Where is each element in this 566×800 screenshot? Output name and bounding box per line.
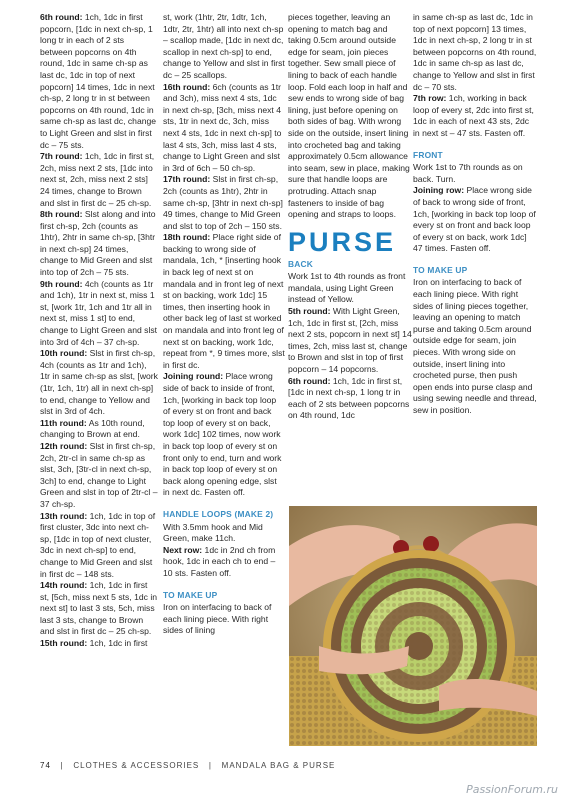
paragraph (163, 12, 285, 82)
paragraph-text: 4ch (counts as 1tr and 1ch), 1tr in next st, miss 1 st, [work 1tr, 1ch and 1tr all in next st, miss 1 st] to end, change to Light Green and slst into 3rd of 4ch – 37 ch-sp. (40, 278, 158, 347)
paragraph (288, 376, 412, 422)
round-label: 17th round: (163, 174, 211, 185)
column-2 (163, 12, 285, 637)
paragraph (413, 277, 537, 416)
handle-loops-heading: HANDLE LOOPS (MAKE 2) (163, 508, 274, 519)
paragraph (163, 371, 285, 499)
paragraph (40, 209, 158, 279)
round-label: 6th round: (40, 12, 83, 22)
paragraph-text: With 3.5mm hook and Mid Green, make 11ch. (163, 521, 263, 544)
paragraph (40, 638, 158, 650)
purse-photo (289, 506, 537, 746)
round-label: Next row: (163, 544, 203, 555)
footer-section: CLOTHES & ACCESSORIES (73, 761, 200, 770)
paragraph (163, 82, 285, 175)
round-label: 7th round: (40, 151, 83, 162)
round-label: 14th round: (40, 580, 88, 591)
page-number: 74 (40, 761, 51, 770)
round-label: 11th round: (40, 417, 87, 428)
paragraph-text: Work 1st to 7th rounds as on back. Turn. (413, 162, 523, 184)
footer-title: MANDALA BAG & PURSE (221, 761, 336, 770)
paragraph-text: 1ch, 1dc in top of first cluster, 3dc into next ch-sp, [1dc in top of next cluster, 3dc in next ch-sp] to end, change to Mid Green and slst in first dc – 148 sts. (40, 510, 156, 579)
paragraph (288, 271, 412, 306)
round-label: 12th round: (40, 440, 88, 451)
to-make-up-heading: TO MAKE UP (163, 589, 218, 600)
paragraph (40, 279, 158, 349)
paragraph-text: 6ch (counts as 1tr and 3ch), miss next 4 sts, 1dc in next ch-sp, [3ch, miss next 4 sts, 1tr in next dc, 3ch, miss next 4 sts, 1dc in next ch-sp] to last 4 sts, 3ch, miss last 4 sts, change to Light Green and slst in 3rd of 6ch – 50 ch-sp. (163, 81, 282, 173)
paragraph-text: With Light Green, 1ch, 1dc in first st, [2ch, miss next 2 sts, popcorn in next st] 14 times, 2ch, miss last st, change to Brown and slst in top of first popcorn – 14 popcorns. (288, 306, 412, 375)
paragraph-text: Iron on interfacing to back of each lining piece. With right sides of lining pieces together, leaving an opening to match purse and taking 0.5cm around outside edge for seam, join pieces. With wrong side on outside, insert lining into crocheted purse, then push open ends into purse clasp and using sewing needle and thread, sew in position. (413, 277, 537, 415)
paragraph-text: Slst along and into first ch-sp, 2ch (counts as 1htr), 2htr in same ch-sp, [3htr in next ch-sp] 24 times, change to Mid Green and slst into top of 2ch – 75 sts. (40, 209, 156, 278)
paragraph (163, 232, 285, 371)
paragraph (163, 174, 285, 232)
round-label: 13th round: (40, 510, 88, 521)
to-make-up-heading-purse: TO MAKE UP (413, 264, 468, 275)
paragraph-text: Place wrong side of back to inside of front, 1ch, [working in back top loop of every st on front and back top loop of every st on back, work 1dc] 102 times, now work in back top loop of every st on front only to end, turn and work in back top loop of every st on back along opening edge, slst in next dc. Fasten off. (163, 371, 282, 498)
paragraph (413, 185, 537, 255)
round-label: 5th round: (288, 306, 331, 317)
paragraph (40, 348, 158, 418)
round-label: 18th round: (163, 232, 211, 243)
paragraph (40, 151, 158, 209)
paragraph (40, 418, 158, 441)
paragraph-text: Iron on interfacing to back of each lining piece. With right sides of lining (163, 602, 272, 636)
paragraph-text: 1ch, 1dc in first st, 2ch, miss next 2 sts, [1dc into next st, 2ch, miss next 2 sts] 24 times, change to Brown and slst in first dc – 25 ch-sp. (40, 151, 155, 208)
paragraph-text: 1ch, working in back loop of every st, 2dc into first st, 1dc in each of next 43 sts, 2dc in next st – 47 sts. Fasten off. (413, 93, 534, 138)
paragraph-text: Slst in first ch-sp, 4ch (counts as 1tr and 1ch), 1tr in same ch-sp as slst, [work (1tr, 1ch, 1tr) all in next ch-sp] to end, change to Yellow and slst in 3rd of 4ch. (40, 348, 158, 417)
round-label: 9th round: (40, 278, 83, 289)
paragraph (40, 12, 158, 151)
column-3 (288, 12, 412, 422)
paragraph-text: As 10th round, changing to Brown at end. (40, 417, 145, 440)
paragraph-text: in same ch-sp as last dc, 1dc in top of next popcorn] 13 times, 1dc in next ch-sp, 2 long tr in st between popcorns on 4th round, 1dc in same ch-sp as last dc, change to Yellow and slst in first dc – 70 sts. (413, 12, 537, 92)
watermark: PassionForum.ru (466, 783, 558, 796)
paragraph-text: st, work (1htr, 2tr, 1dtr, 1ch, 1dtr, 2tr, 1htr) all into next ch-sp – scallop made, [1dc in next dc, scallop in next ch-sp] to end, change to Yellow and slst in first dc – 25 scallops. (163, 12, 285, 80)
round-label: 7th row: (413, 93, 447, 104)
round-label: Joining row: (413, 185, 465, 196)
crochet-purse-image (289, 506, 537, 746)
paragraph-text: Place wrong side of back to wrong side of front, 1ch, [working in back top loop of every st on front and back loop of every st on back, work 1dc] 47 times. Fasten off. (413, 185, 536, 254)
column-4 (413, 12, 537, 417)
paragraph-text: Slst in first ch-sp, 2ch, 2tr-cl in same ch-sp as slst, 3ch, [3tr-cl in next ch-sp, 3ch] to end, change to Light Green and slst in top of 2tr-cl – 37 ch-sp. (40, 440, 158, 509)
paragraph-text: 1ch, 1dc in first popcorn, [1dc in next ch-sp, 1 long tr in each of 2 sts between popcorns on 4th round, 1dc in same ch-sp as last dc, 1dc in top of next popcorn] 14 times, 1dc in next ch-sp, 2 long tr in st between popcorns on 4th round, 1dc in same ch-sp as last dc, change to Light Green and slst in first dc – 75 sts. (40, 12, 157, 150)
paragraph-text: 1dc in 2nd ch from hook, 1dc in each ch to end – 10 sts. Fasten off. (163, 544, 276, 578)
round-label: 10th round: (40, 348, 88, 359)
paragraph (40, 441, 158, 511)
paragraph-text: 1ch, 1dc in first (87, 638, 148, 649)
paragraph (288, 306, 412, 376)
paragraph (413, 12, 537, 93)
paragraph-text: Slst in first ch-sp, 2ch (counts as 1htr), 2htr in same ch-sp, [3htr in next ch-sp] 49 times, change to Mid Green and slst to top of 2ch – 150 sts. (163, 174, 283, 231)
front-heading: FRONT (413, 149, 443, 160)
round-label: 8th round: (40, 209, 83, 220)
paragraph-text: 1ch, 1dc in first st, [5ch, miss next 5 sts, 1dc in next st] to last 3 sts, 5ch, miss last 3 sts, change to Brown and slst in first dc – 25 ch-sp. (40, 580, 158, 637)
paragraph (413, 93, 537, 139)
paragraph (288, 12, 412, 221)
paragraph-text: pieces together, leaving an opening to match bag and taking 0.5cm around outside edge for seam, join pieces together. Sew small piece of lining to back of each handle loop. Fold each loop in half and sew ends to wrong side of bag lining, just before opening on both sides of bag. With wrong side on the outside, insert lining into crocheted bag and taking approximately 0.5cm allowance into seam, sew in place, making sure that handle loops are protruding. Attach snap fasteners to inside of bag opening and straps to loops. (288, 12, 410, 220)
paragraph (40, 580, 158, 638)
paragraph (163, 545, 285, 580)
paragraph (163, 522, 285, 545)
paragraph-text: Work 1st to 4th rounds as front mandala, using Light Green instead of Yellow. (288, 271, 406, 305)
paragraph (163, 602, 285, 637)
round-label: 16th round: (163, 81, 211, 92)
column-1 (40, 12, 158, 650)
page-footer (40, 761, 335, 770)
paragraph-text: 1ch, 1dc in first st, [1dc in next ch-sp, 1 long tr in each of 2 sts between popcorns on 4th round, 1dc (288, 375, 410, 421)
purse-title: PURSE (288, 226, 397, 257)
footer-separator: | (60, 761, 64, 770)
paragraph (413, 162, 537, 185)
back-heading: BACK (288, 258, 313, 269)
round-label: Joining round: (163, 371, 224, 382)
footer-separator: | (208, 761, 212, 770)
round-label: 6th round: (288, 375, 331, 386)
round-label: 15th round: (40, 638, 88, 649)
paragraph (40, 511, 158, 581)
paragraph-text: Place right side of backing to wrong side of mandala, 1ch, * [inserting hook in back leg of next st on mandala and in front leg of next st on backing, work 1dc] 15 times, then inserting hook in other back leg of last st worked on mandala and into front leg of next st on backing, work 1dc, repeat from *, 9 times more, slst in first dc. (163, 232, 285, 370)
